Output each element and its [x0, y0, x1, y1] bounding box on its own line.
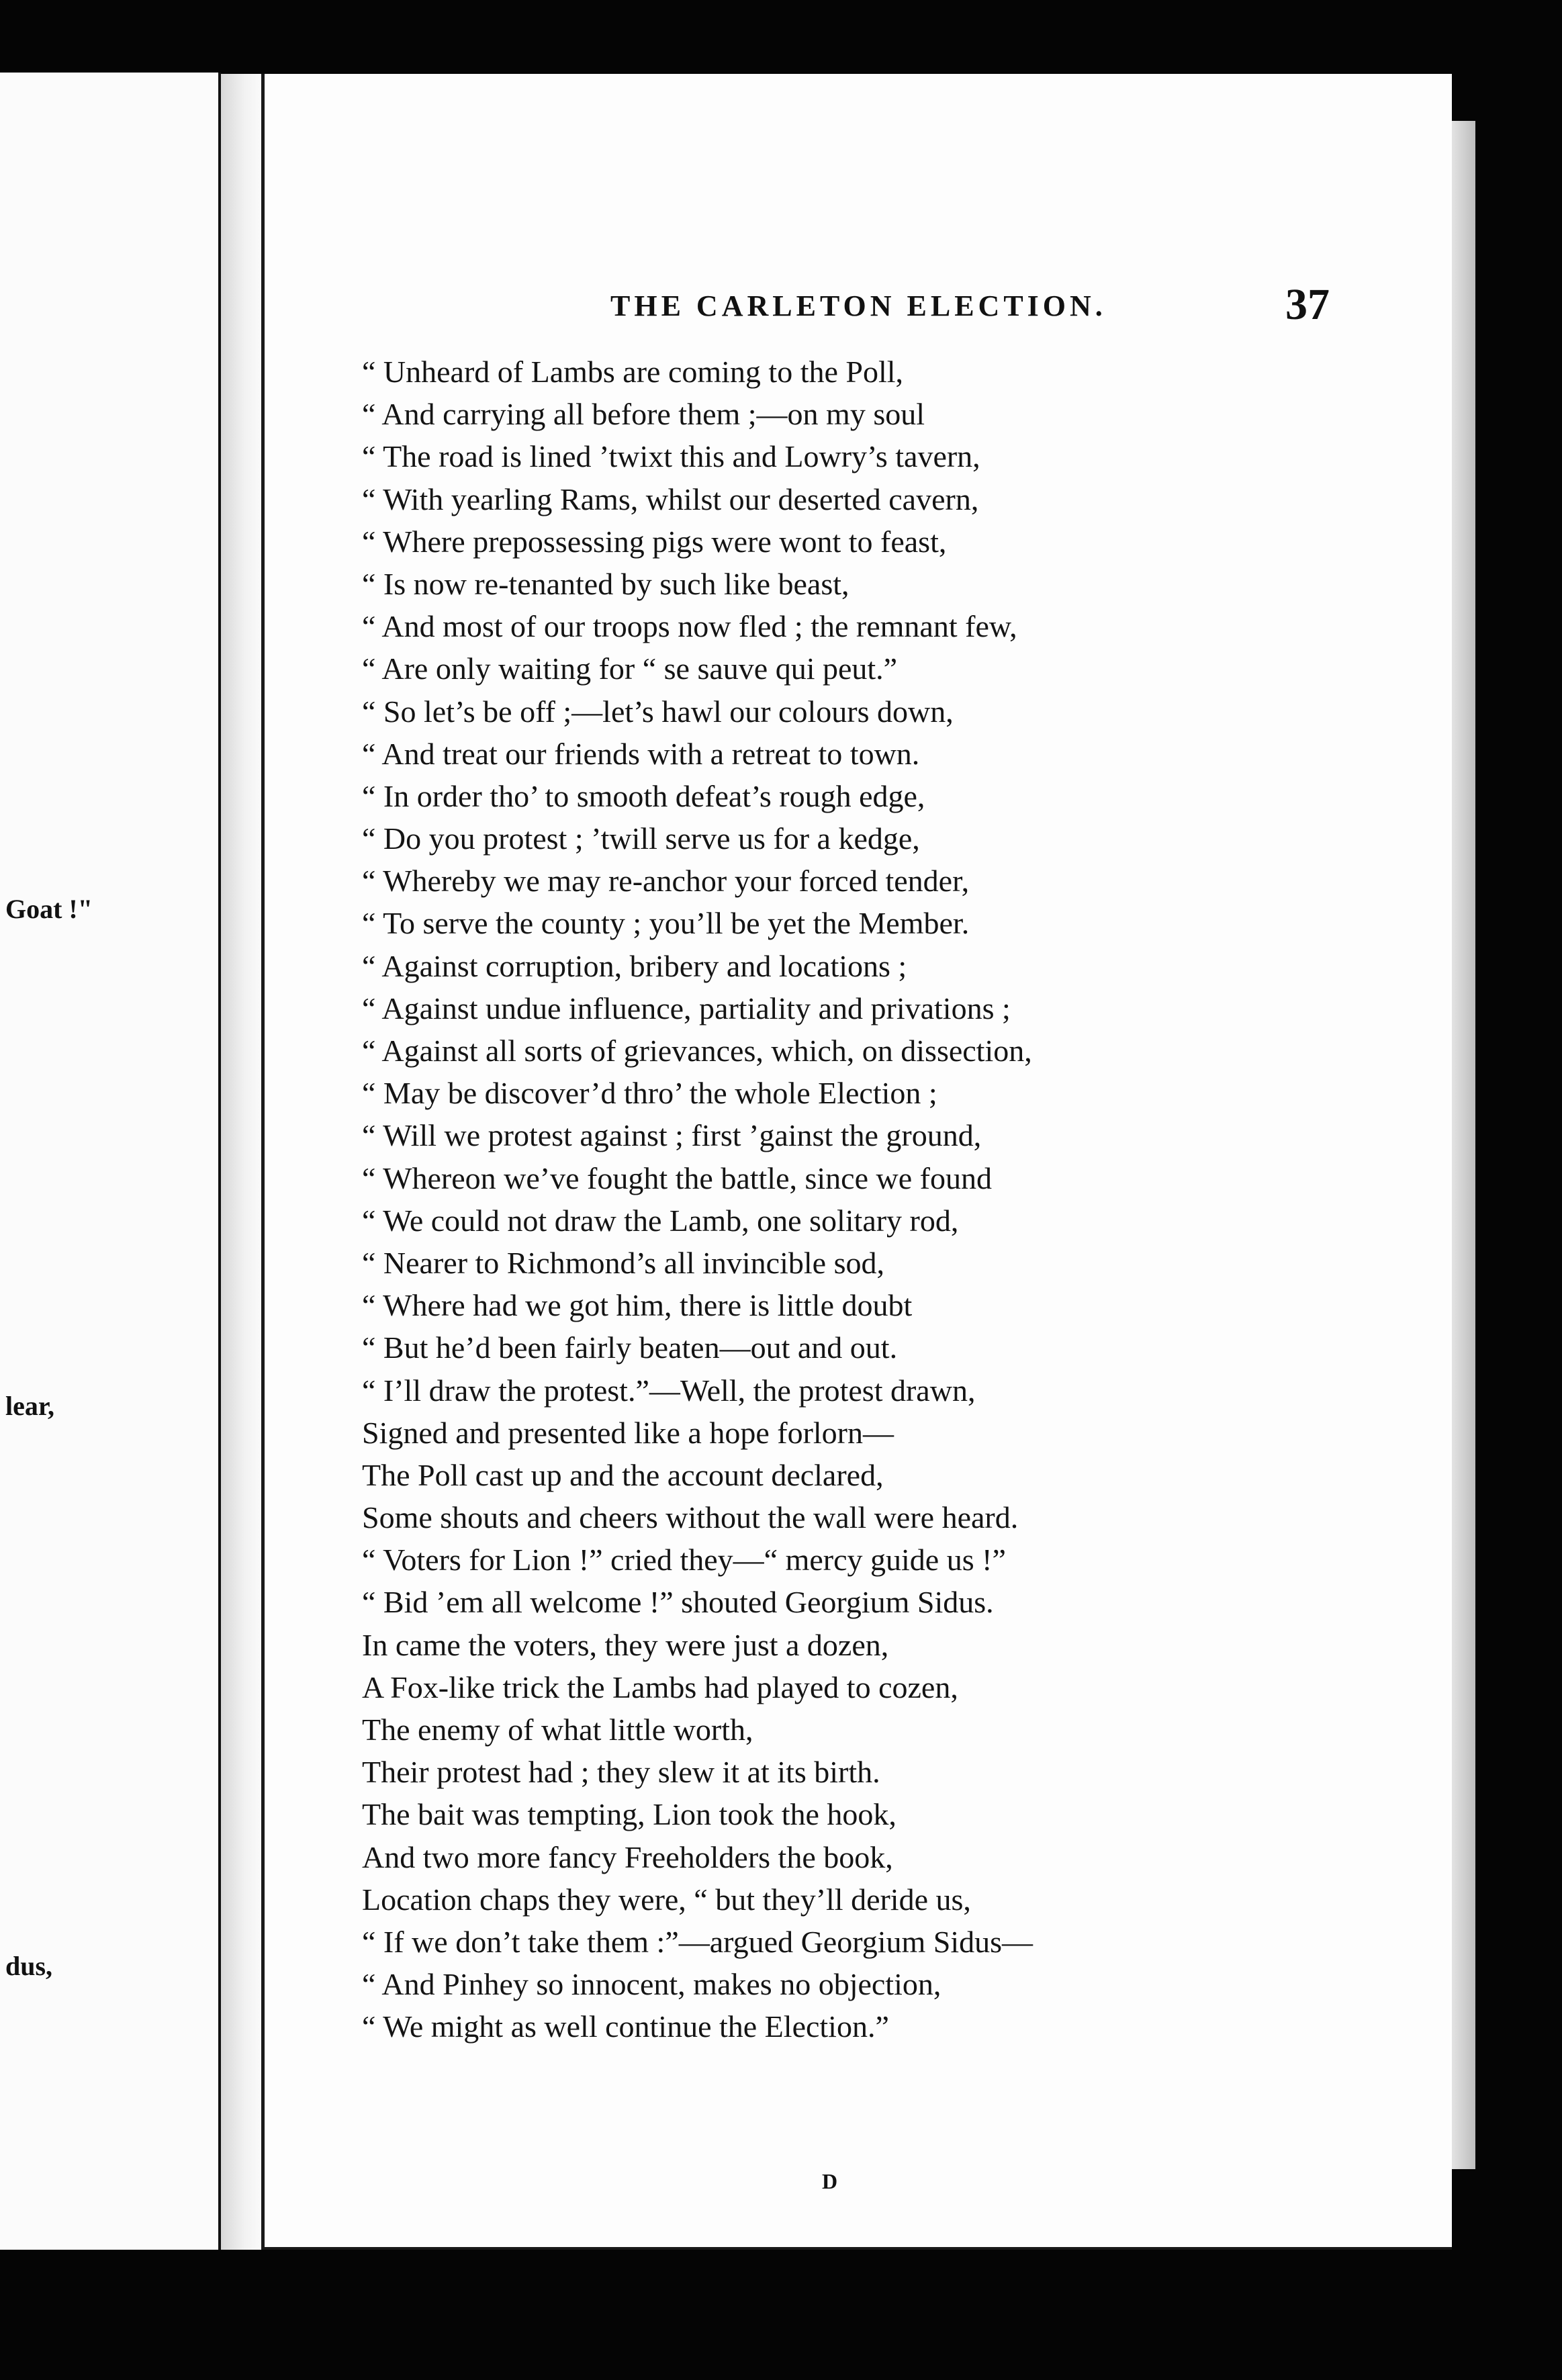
poem-line: “ I’ll draw the protest.”—Well, the protest drawn, — [362, 1373, 976, 1408]
poem-line: “ And treat our friends with a retreat to town. — [362, 736, 920, 771]
poem-line: “ To serve the county ; you’ll be yet the Member. — [362, 906, 970, 941]
poem-line: “ Whereby we may re-anchor your forced tender, — [362, 864, 970, 899]
running-head — [265, 280, 1452, 342]
book-gutter — [221, 74, 261, 2250]
left-page-fragment: dus, — [5, 1951, 53, 1981]
poem-line: “ May be discover’d thro’ the whole Election ; — [362, 1076, 937, 1111]
poem-line: “ Unheard of Lambs are coming to the Poll, — [362, 355, 904, 389]
poem-line: “ Against undue influence, partiality and privations ; — [362, 991, 1011, 1025]
poem-line: The enemy of what little worth, — [362, 1712, 753, 1747]
poem-line: “ We could not draw the Lamb, one solitary rod, — [362, 1203, 959, 1238]
poem-line: “ Voters for Lion !” cried they—“ mercy guide us !” — [362, 1543, 1006, 1577]
poem-line: “ And most of our troops now fled ; the remnant few, — [362, 609, 1017, 644]
poem-line: “ Will we protest against ; first ’gainst the ground, — [362, 1118, 982, 1153]
poem-line: The Poll cast up and the account declared, — [362, 1457, 884, 1492]
poem-line: “ Nearer to Richmond’s all invincible sod, — [362, 1245, 884, 1280]
poem-line: “ Is now re-tenanted by such like beast, — [362, 566, 849, 601]
poem-line: “ Against all sorts of grievances, which, on dissection, — [362, 1034, 1032, 1068]
poem-text — [362, 351, 1423, 2048]
poem-line: A Fox-like trick the Lambs had played to cozen, — [362, 1669, 958, 1704]
poem-line: “ Bid ’em all welcome !” shouted Georgium Sidus. — [362, 1585, 994, 1620]
left-page — [0, 73, 221, 2250]
poem-line: “ So let’s be off ;—let’s hawl our colours down, — [362, 694, 954, 729]
poem-line: Location chaps they were, “ but they’ll deride us, — [362, 1882, 971, 1917]
right-page — [261, 74, 1452, 2250]
poem-line: “ In order tho’ to smooth defeat’s rough edge, — [362, 778, 925, 813]
poem-line: “ But he’d been fairly beaten—out and out. — [362, 1330, 898, 1365]
poem-line: “ Are only waiting for “ se sauve qui peut.” — [362, 651, 898, 686]
left-page-fragment: Goat !" — [5, 894, 93, 924]
poem-line: The bait was tempting, Lion took the hook, — [362, 1797, 897, 1832]
poem-line: “ We might as well continue the Election.” — [362, 2009, 889, 2044]
running-title: THE CARLETON ELECTION. — [610, 289, 1107, 322]
page-edge — [1449, 121, 1475, 2169]
poem-line: “ And carrying all before them ;—on my soul — [362, 397, 925, 432]
poem-line: “ Do you protest ; ’twill serve us for a kedge, — [362, 821, 920, 856]
poem-line: Some shouts and cheers without the wall were heard. — [362, 1500, 1019, 1535]
poem-line: “ With yearling Rams, whilst our deserted cavern, — [362, 482, 979, 516]
signature-mark: D — [822, 2169, 838, 2193]
left-page-fragment: lear, — [5, 1391, 54, 1421]
poem-line: “ Where prepossessing pigs were wont to feast, — [362, 524, 947, 559]
poem-line: “ Whereon we’ve fought the battle, since we found — [362, 1160, 992, 1195]
poem-line: Their protest had ; they slew it at its birth. — [362, 1755, 880, 1790]
poem-line: “ Against corruption, bribery and locations ; — [362, 948, 907, 983]
poem-line: “ The road is lined ’twixt this and Lowry’s tavern, — [362, 439, 980, 474]
poem-line: In came the voters, they were just a dozen, — [362, 1627, 889, 1662]
poem-line: “ Where had we got him, there is little doubt — [362, 1288, 913, 1323]
poem-line: “ If we don’t take them :”—argued Georgium Sidus— — [362, 1924, 1033, 1959]
page-number: 37 — [1285, 280, 1330, 329]
poem-line: And two more fancy Freeholders the book, — [362, 1839, 893, 1874]
poem-line: Signed and presented like a hope forlorn— — [362, 1415, 894, 1450]
poem-line: “ And Pinhey so innocent, makes no objection, — [362, 1967, 941, 2002]
